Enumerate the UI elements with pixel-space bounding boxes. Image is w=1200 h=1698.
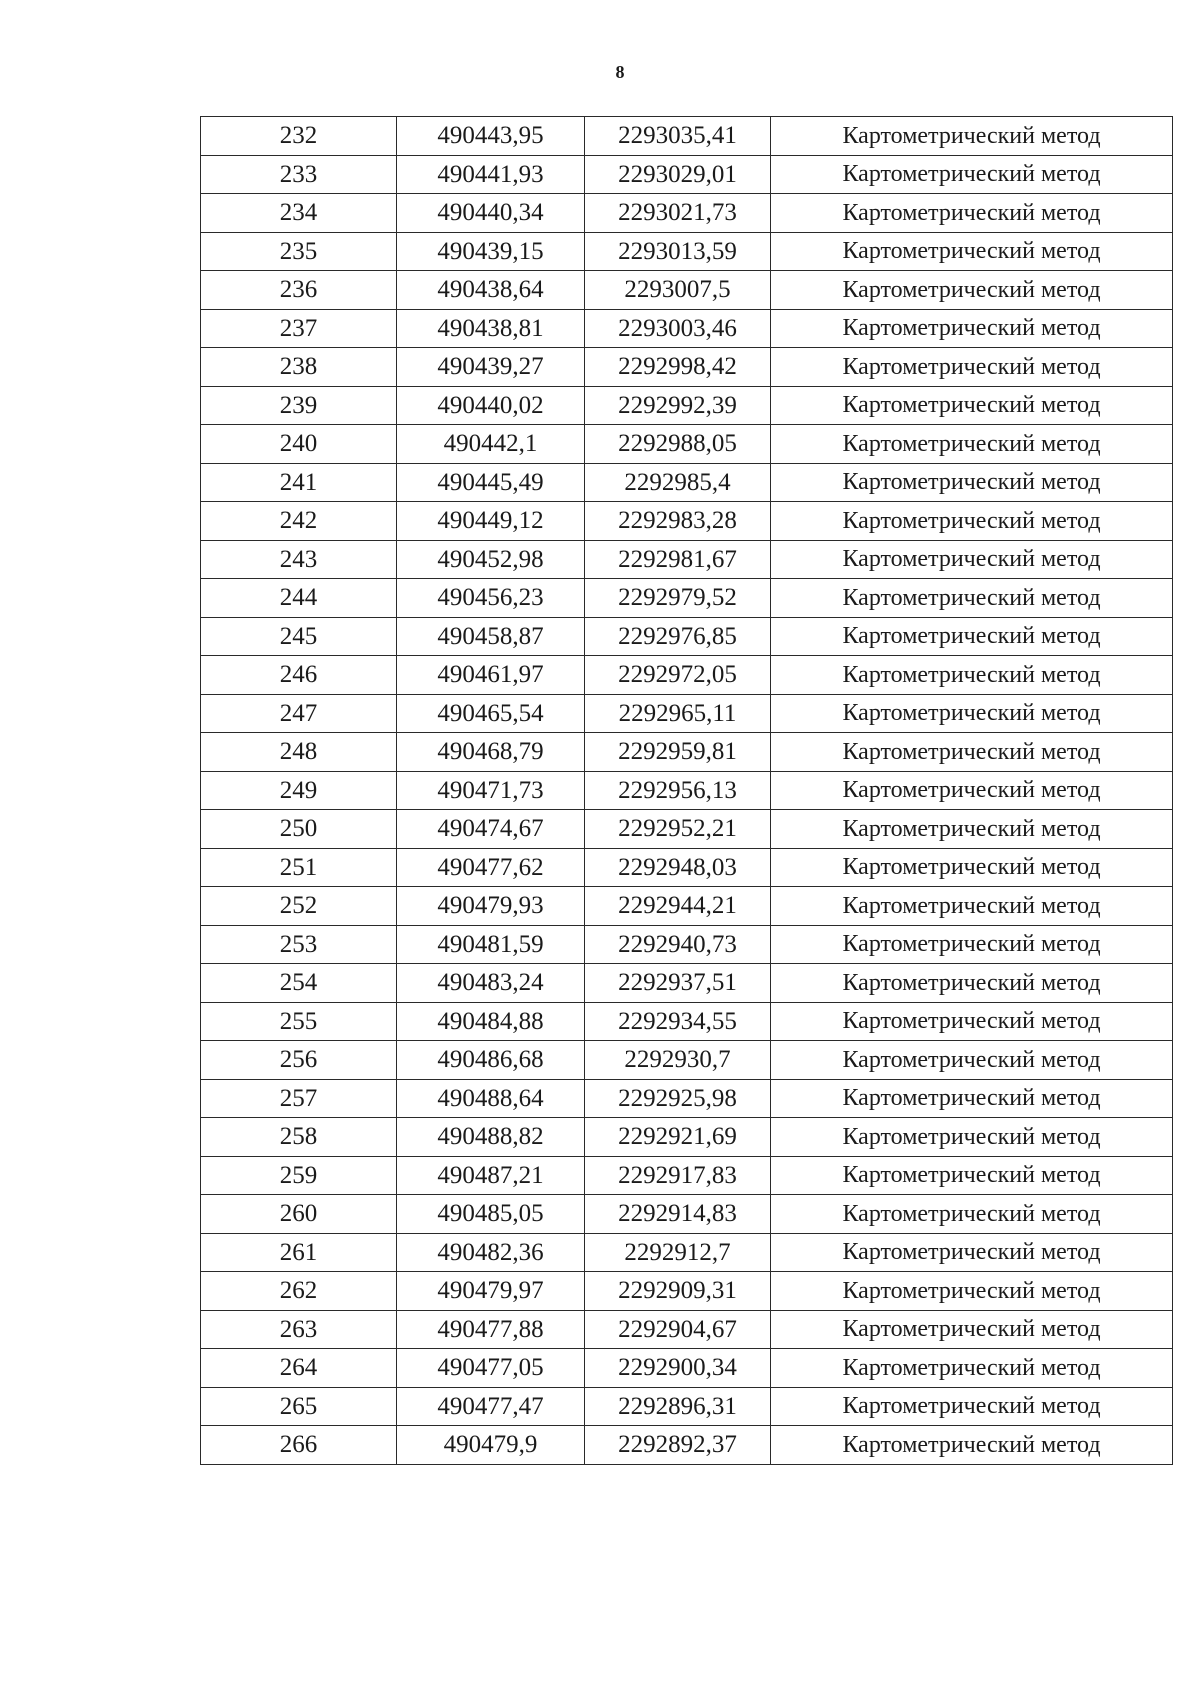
table-row [201, 579, 1173, 618]
y-coordinate-cell: 2292948,03 [585, 848, 771, 887]
x-coordinate-cell: 490442,1 [397, 425, 585, 464]
method-cell: Картометрический метод [771, 1310, 1173, 1349]
table-row [201, 348, 1173, 387]
x-coordinate-cell: 490477,88 [397, 1310, 585, 1349]
y-coordinate-cell: 2292934,55 [585, 1002, 771, 1041]
table-row [201, 386, 1173, 425]
point-number-cell: 249 [201, 771, 397, 810]
table-row [201, 771, 1173, 810]
point-number-cell: 234 [201, 194, 397, 233]
point-number-cell: 242 [201, 502, 397, 541]
method-cell: Картометрический метод [771, 348, 1173, 387]
point-number-cell: 250 [201, 810, 397, 849]
point-number-cell: 247 [201, 694, 397, 733]
point-number-cell: 266 [201, 1426, 397, 1465]
y-coordinate-cell: 2292988,05 [585, 425, 771, 464]
y-coordinate-cell: 2293013,59 [585, 232, 771, 271]
y-coordinate-cell: 2293007,5 [585, 271, 771, 310]
y-coordinate-cell: 2292937,51 [585, 964, 771, 1003]
table-row [201, 1041, 1173, 1080]
x-coordinate-cell: 490488,64 [397, 1079, 585, 1118]
y-coordinate-cell: 2292892,37 [585, 1426, 771, 1465]
x-coordinate-cell: 490482,36 [397, 1233, 585, 1272]
method-cell: Картометрический метод [771, 617, 1173, 656]
method-cell: Картометрический метод [771, 925, 1173, 964]
y-coordinate-cell: 2292959,81 [585, 733, 771, 772]
table-row [201, 1195, 1173, 1234]
y-coordinate-cell: 2292985,4 [585, 463, 771, 502]
method-cell: Картометрический метод [771, 1002, 1173, 1041]
y-coordinate-cell: 2292992,39 [585, 386, 771, 425]
method-cell: Картометрический метод [771, 540, 1173, 579]
table-row [201, 694, 1173, 733]
y-coordinate-cell: 2292925,98 [585, 1079, 771, 1118]
x-coordinate-cell: 490479,9 [397, 1426, 585, 1465]
method-cell: Картометрический метод [771, 425, 1173, 464]
x-coordinate-cell: 490438,64 [397, 271, 585, 310]
method-cell: Картометрический метод [771, 155, 1173, 194]
table-row [201, 733, 1173, 772]
point-number-cell: 257 [201, 1079, 397, 1118]
point-number-cell: 261 [201, 1233, 397, 1272]
point-number-cell: 232 [201, 117, 397, 156]
table-row [201, 117, 1173, 156]
table-row [201, 964, 1173, 1003]
method-cell: Картометрический метод [771, 1079, 1173, 1118]
point-number-cell: 263 [201, 1310, 397, 1349]
x-coordinate-cell: 490468,79 [397, 733, 585, 772]
point-number-cell: 236 [201, 271, 397, 310]
method-cell: Картометрический метод [771, 694, 1173, 733]
point-number-cell: 243 [201, 540, 397, 579]
x-coordinate-cell: 490479,97 [397, 1272, 585, 1311]
table-row [201, 540, 1173, 579]
y-coordinate-cell: 2292921,69 [585, 1118, 771, 1157]
x-coordinate-cell: 490488,82 [397, 1118, 585, 1157]
y-coordinate-cell: 2292896,31 [585, 1387, 771, 1426]
method-cell: Картометрический метод [771, 1195, 1173, 1234]
x-coordinate-cell: 490477,05 [397, 1349, 585, 1388]
y-coordinate-cell: 2292909,31 [585, 1272, 771, 1311]
y-coordinate-cell: 2292976,85 [585, 617, 771, 656]
y-coordinate-cell: 2292914,83 [585, 1195, 771, 1234]
point-number-cell: 235 [201, 232, 397, 271]
y-coordinate-cell: 2292965,11 [585, 694, 771, 733]
table-row [201, 155, 1173, 194]
method-cell: Картометрический метод [771, 386, 1173, 425]
table-row [201, 1002, 1173, 1041]
y-coordinate-cell: 2292979,52 [585, 579, 771, 618]
y-coordinate-cell: 2292944,21 [585, 887, 771, 926]
x-coordinate-cell: 490486,68 [397, 1041, 585, 1080]
table-row [201, 1387, 1173, 1426]
method-cell: Картометрический метод [771, 1156, 1173, 1195]
method-cell: Картометрический метод [771, 1426, 1173, 1465]
point-number-cell: 245 [201, 617, 397, 656]
x-coordinate-cell: 490456,23 [397, 579, 585, 618]
x-coordinate-cell: 490445,49 [397, 463, 585, 502]
method-cell: Картометрический метод [771, 1272, 1173, 1311]
table-row [201, 1233, 1173, 1272]
method-cell: Картометрический метод [771, 964, 1173, 1003]
y-coordinate-cell: 2293021,73 [585, 194, 771, 233]
x-coordinate-cell: 490441,93 [397, 155, 585, 194]
x-coordinate-cell: 490440,34 [397, 194, 585, 233]
point-number-cell: 254 [201, 964, 397, 1003]
x-coordinate-cell: 490440,02 [397, 386, 585, 425]
table-row [201, 1272, 1173, 1311]
point-number-cell: 237 [201, 309, 397, 348]
method-cell: Картометрический метод [771, 1387, 1173, 1426]
method-cell: Картометрический метод [771, 887, 1173, 926]
table-row [201, 1349, 1173, 1388]
method-cell: Картометрический метод [771, 117, 1173, 156]
y-coordinate-cell: 2293029,01 [585, 155, 771, 194]
table-row [201, 463, 1173, 502]
table-body [201, 117, 1173, 1465]
method-cell: Картометрический метод [771, 810, 1173, 849]
table-row [201, 925, 1173, 964]
point-number-cell: 248 [201, 733, 397, 772]
x-coordinate-cell: 490443,95 [397, 117, 585, 156]
y-coordinate-cell: 2292904,67 [585, 1310, 771, 1349]
table-row [201, 1079, 1173, 1118]
table-row [201, 271, 1173, 310]
point-number-cell: 253 [201, 925, 397, 964]
x-coordinate-cell: 490439,27 [397, 348, 585, 387]
point-number-cell: 258 [201, 1118, 397, 1157]
x-coordinate-cell: 490465,54 [397, 694, 585, 733]
point-number-cell: 265 [201, 1387, 397, 1426]
point-number-cell: 246 [201, 656, 397, 695]
method-cell: Картометрический метод [771, 1233, 1173, 1272]
y-coordinate-cell: 2292981,67 [585, 540, 771, 579]
table-row [201, 1426, 1173, 1465]
x-coordinate-cell: 490485,05 [397, 1195, 585, 1234]
point-number-cell: 251 [201, 848, 397, 887]
x-coordinate-cell: 490439,15 [397, 232, 585, 271]
method-cell: Картометрический метод [771, 1041, 1173, 1080]
x-coordinate-cell: 490452,98 [397, 540, 585, 579]
y-coordinate-cell: 2292917,83 [585, 1156, 771, 1195]
x-coordinate-cell: 490461,97 [397, 656, 585, 695]
method-cell: Картометрический метод [771, 771, 1173, 810]
method-cell: Картометрический метод [771, 194, 1173, 233]
method-cell: Картометрический метод [771, 232, 1173, 271]
table-row [201, 656, 1173, 695]
y-coordinate-cell: 2292998,42 [585, 348, 771, 387]
y-coordinate-cell: 2292983,28 [585, 502, 771, 541]
point-number-cell: 262 [201, 1272, 397, 1311]
point-number-cell: 259 [201, 1156, 397, 1195]
y-coordinate-cell: 2292952,21 [585, 810, 771, 849]
point-number-cell: 233 [201, 155, 397, 194]
table-row [201, 887, 1173, 926]
method-cell: Картометрический метод [771, 463, 1173, 502]
x-coordinate-cell: 490479,93 [397, 887, 585, 926]
x-coordinate-cell: 490438,81 [397, 309, 585, 348]
method-cell: Картометрический метод [771, 1349, 1173, 1388]
method-cell: Картометрический метод [771, 1118, 1173, 1157]
method-cell: Картометрический метод [771, 309, 1173, 348]
table-row [201, 1310, 1173, 1349]
table-row [201, 502, 1173, 541]
x-coordinate-cell: 490477,62 [397, 848, 585, 887]
y-coordinate-cell: 2293003,46 [585, 309, 771, 348]
y-coordinate-cell: 2292940,73 [585, 925, 771, 964]
x-coordinate-cell: 490484,88 [397, 1002, 585, 1041]
method-cell: Картометрический метод [771, 271, 1173, 310]
x-coordinate-cell: 490471,73 [397, 771, 585, 810]
y-coordinate-cell: 2292972,05 [585, 656, 771, 695]
method-cell: Картометрический метод [771, 502, 1173, 541]
point-number-cell: 252 [201, 887, 397, 926]
x-coordinate-cell: 490458,87 [397, 617, 585, 656]
table-row [201, 1156, 1173, 1195]
x-coordinate-cell: 490477,47 [397, 1387, 585, 1426]
y-coordinate-cell: 2292956,13 [585, 771, 771, 810]
point-number-cell: 244 [201, 579, 397, 618]
point-number-cell: 239 [201, 386, 397, 425]
y-coordinate-cell: 2292930,7 [585, 1041, 771, 1080]
x-coordinate-cell: 490483,24 [397, 964, 585, 1003]
x-coordinate-cell: 490481,59 [397, 925, 585, 964]
point-number-cell: 238 [201, 348, 397, 387]
point-number-cell: 256 [201, 1041, 397, 1080]
point-number-cell: 241 [201, 463, 397, 502]
table-row [201, 232, 1173, 271]
table-row [201, 848, 1173, 887]
point-number-cell: 255 [201, 1002, 397, 1041]
method-cell: Картометрический метод [771, 579, 1173, 618]
point-number-cell: 240 [201, 425, 397, 464]
method-cell: Картометрический метод [771, 733, 1173, 772]
y-coordinate-cell: 2292912,7 [585, 1233, 771, 1272]
table-row [201, 810, 1173, 849]
method-cell: Картометрический метод [771, 656, 1173, 695]
table-row [201, 425, 1173, 464]
x-coordinate-cell: 490474,67 [397, 810, 585, 849]
point-number-cell: 264 [201, 1349, 397, 1388]
point-number-cell: 260 [201, 1195, 397, 1234]
y-coordinate-cell: 2293035,41 [585, 117, 771, 156]
method-cell: Картометрический метод [771, 848, 1173, 887]
y-coordinate-cell: 2292900,34 [585, 1349, 771, 1388]
table-row [201, 1118, 1173, 1157]
page-number: 8 [615, 62, 625, 82]
table-row [201, 309, 1173, 348]
coordinates-table [200, 116, 1173, 1465]
table-row [201, 617, 1173, 656]
x-coordinate-cell: 490449,12 [397, 502, 585, 541]
x-coordinate-cell: 490487,21 [397, 1156, 585, 1195]
table-row [201, 194, 1173, 233]
